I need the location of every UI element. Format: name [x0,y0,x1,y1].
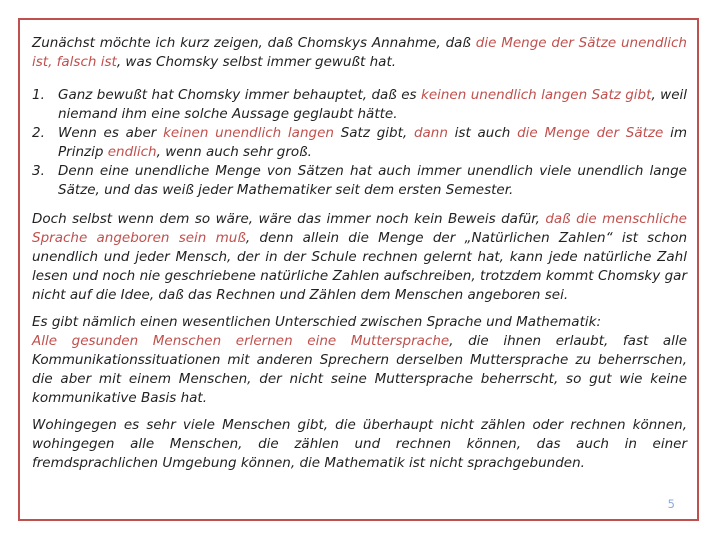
highlighted-text: daß die menschliche Sprache angeboren sein muß [32,211,687,246]
highlighted-text: Alle gesunden Menschen erlernen eine Muttersprache [32,333,450,349]
paragraph-lead: Es gibt nämlich einen wesentlichen Unterschied zwischen Sprache und Mathematik: [32,314,601,330]
language-math-paragraph [32,313,687,408]
body-text: ist auch [447,125,518,141]
page-number: 5 [667,497,675,511]
body-text: , weil niemand ihm eine solche Aussage geglaubt hätte. [58,87,688,122]
paragraph-body [32,333,687,406]
body-text: , denn allein die Menge der „Natürlichen Zahlen“ ist schon unendlich und jeder Mensch, der in der Schule rechnen gelernt hat, kann jede natürliche Zahl lesen und noch nie geschriebene natürliche Zahlen aufschreiben, trotzdem kommt Chomsky gar nicht auf die Idee, daß das Rechnen und Zählen dem Menschen angeboren sei. [32,230,688,303]
body-text: , was Chomsky selbst immer gewußt hat. [116,54,397,70]
body-text: Ganz bewußt hat Chomsky immer behauptet, daß es [58,87,421,103]
slide-content [32,34,687,473]
body-text: Zunächst möchte ich kurz zeigen, daß Chomskys Annahme, daß [32,35,476,51]
list-item-text [58,125,687,160]
list-number: 2. [32,125,45,141]
highlighted-text: die Menge der Sätze unendlich ist, falsch ist [32,35,687,70]
highlighted-text: keinen unendlich langen Satz gibt [421,87,652,103]
list-number: 3. [32,163,45,179]
highlighted-text: endlich [107,144,157,160]
list-item [32,86,687,124]
numbers-paragraph [32,210,687,305]
list-item [32,124,687,162]
intro-paragraph [32,34,687,72]
list-item-text [58,163,687,198]
highlighted-text: die Menge der Sätze [517,125,664,141]
body-text: , die ihnen erlaubt, fast alle Kommunikationssituationen mit anderen Sprechern derselben Muttersprache zu beherrschen, die aber mit einem Menschen, der nicht seine Muttersprache beherrscht, so gut wie keine kommunikative Basis hat. [32,333,687,406]
body-text: Wenn es aber [58,125,164,141]
list-item [32,162,687,200]
body-text: Doch selbst wenn dem so wäre, wäre das immer noch kein Beweis dafür, [32,211,546,227]
list-item-text [58,87,687,122]
body-text: Satz gibt, [333,125,414,141]
body-text: , wenn auch sehr groß. [156,144,312,160]
body-text: Denn eine unendliche Menge von Sätzen hat auch immer unendlich viele unendlich lange Sätze, und das weiß jeder Mathematiker seit dem ersten Semester. [58,163,687,198]
argument-list [32,86,687,200]
body-text: Wohingegen es sehr viele Menschen gibt, die überhaupt nicht zählen oder rechnen können, wohingegen alle Menschen, die zählen und rechnen können, das auch in einer fremdsprachlichen Umgebung können, die Mathematik ist nicht sprachgebunden. [32,417,687,471]
highlighted-text: dann [413,125,448,141]
conclusion-paragraph [32,416,687,473]
body-text: im Prinzip [58,125,687,160]
slide-frame [18,18,699,521]
list-number: 1. [32,87,45,103]
highlighted-text: keinen unendlich langen [163,125,334,141]
